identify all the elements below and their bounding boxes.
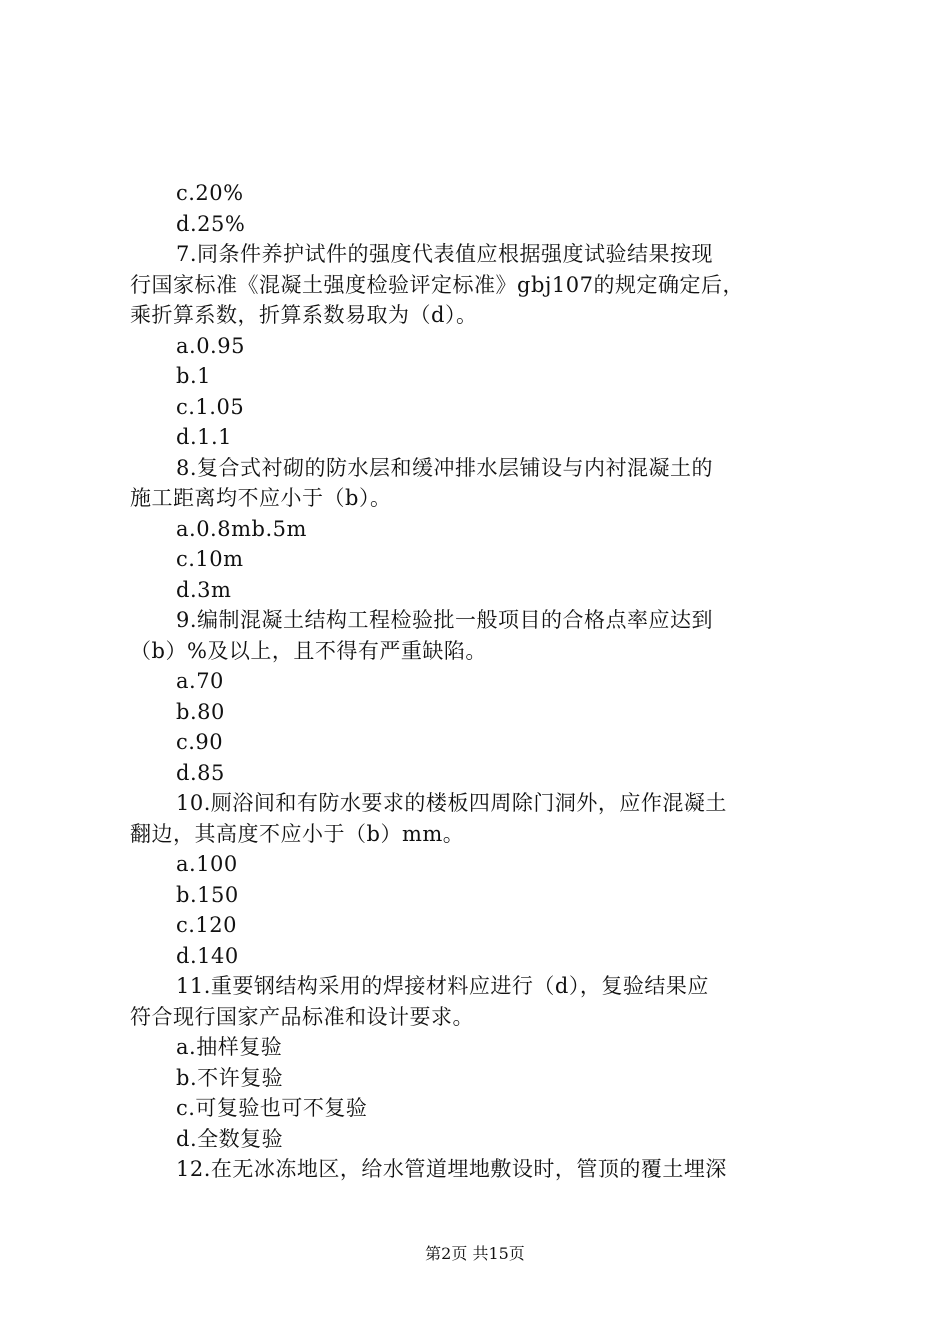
answer-option: d.1.1 xyxy=(176,425,233,449)
question-text-line: 10.厕浴间和有防水要求的楼板四周除门洞外，应作混凝土 xyxy=(176,791,727,815)
answer-option: b.1 xyxy=(176,364,211,388)
answer-option: c.20% xyxy=(176,181,244,205)
answer-option: c.1.05 xyxy=(176,394,245,419)
answer-option: a.70 xyxy=(176,669,224,693)
question-text-line: 9.编制混凝土结构工程检验批一般项目的合格点率应达到 xyxy=(176,608,714,632)
answer-option: c.10m xyxy=(176,547,244,571)
document-body xyxy=(130,178,830,1185)
answer-option: d.3m xyxy=(176,577,232,602)
question-text-line: 行国家标准《混凝土强度检验评定标准》gbj107的规定确定后， xyxy=(130,272,744,297)
answer-option: a.0.8mb.5m xyxy=(176,516,307,541)
answer-option: d.全数复验 xyxy=(176,1126,284,1151)
answer-option: c.可复验也可不复验 xyxy=(176,1096,368,1120)
answer-option: c.120 xyxy=(176,913,238,937)
page-footer: 第2页 共15页 xyxy=(425,1244,525,1263)
answer-option: c.90 xyxy=(176,730,224,754)
question-text-line: 12.在无冰冻地区，给水管道埋地敷设时，管顶的覆土埋深 xyxy=(176,1157,727,1181)
question-text-line: 7.同条件养护试件的强度代表值应根据强度试验结果按现 xyxy=(176,242,714,266)
question-text-line: 翻边，其高度不应小于（b）mm。 xyxy=(130,821,465,846)
answer-option: b.不许复验 xyxy=(176,1065,284,1090)
question-text-line: （b）%及以上，且不得有严重缺陷。 xyxy=(130,638,487,663)
answer-option: d.25% xyxy=(176,211,246,236)
answer-option: b.80 xyxy=(176,699,225,724)
question-text-line: 符合现行国家产品标准和设计要求。 xyxy=(130,1004,474,1029)
answer-option: a.抽样复验 xyxy=(176,1035,283,1059)
question-text-line: 11.重要钢结构采用的焊接材料应进行（d），复验结果应 xyxy=(176,974,709,998)
answer-option: d.140 xyxy=(176,943,239,968)
answer-option: b.150 xyxy=(176,882,239,907)
answer-option: a.0.95 xyxy=(176,333,245,358)
question-text-line: 施工距离均不应小于（b）。 xyxy=(130,486,392,510)
answer-option: d.85 xyxy=(176,760,225,785)
question-text-line: 乘折算系数，折算系数易取为（d）。 xyxy=(130,303,478,327)
question-text-line: 8.复合式衬砌的防水层和缓冲排水层铺设与内衬混凝土的 xyxy=(176,455,714,480)
answer-option: a.100 xyxy=(176,852,238,876)
